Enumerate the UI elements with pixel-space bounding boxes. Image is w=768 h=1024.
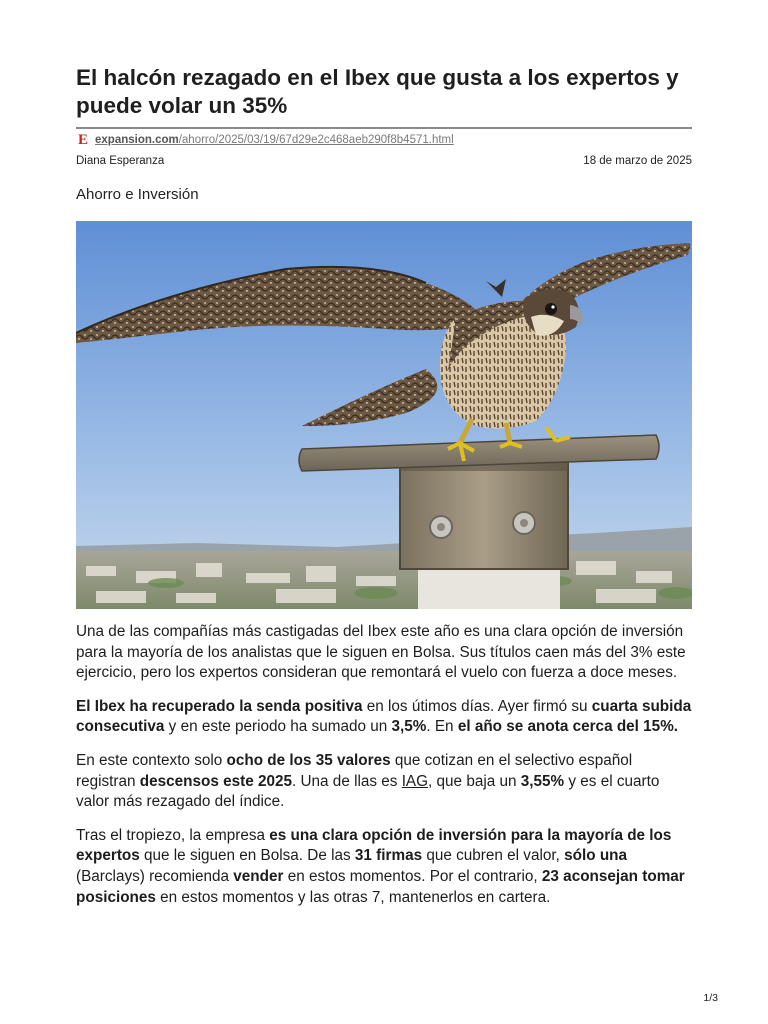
- article-paragraph: [76, 697, 692, 738]
- article-title: El halcón rezagado en el Ibex que gusta a los expertos y puede volar un 35%: [76, 65, 679, 118]
- bold-text: descensos este 2025: [139, 772, 292, 790]
- bold-text: El Ibex ha recuperado la senda positiva: [76, 697, 363, 715]
- page-number: 1/3: [703, 992, 718, 1004]
- text-run: . En: [426, 718, 458, 736]
- text-run: y es el cuarto valor más rezagado del índice.: [76, 772, 660, 811]
- title-divider: [76, 127, 692, 129]
- inline-link[interactable]: IAG: [401, 772, 429, 790]
- text-run: que cubren el valor,: [422, 847, 565, 865]
- text-run: En este contexto solo: [76, 751, 227, 769]
- falcon-photo: [76, 221, 692, 609]
- bold-text: sólo una: [564, 847, 628, 865]
- article-body: [76, 622, 692, 921]
- article-paragraph: [76, 622, 692, 684]
- text-run: y en este periodo ha sumado un: [164, 718, 392, 736]
- text-run: Tras el tropiezo, la empresa: [76, 826, 270, 844]
- text-run: , que baja un: [428, 772, 521, 790]
- text-run: en estos momentos y las otras 7, mantenerlos en cartera.: [155, 888, 551, 906]
- bold-text: es una clara opción de inversión para la mayoría de los expertos: [76, 826, 672, 865]
- source-path: /ahorro/2025/03/19/67d29e2c468aeb290f8b4571.html: [178, 134, 454, 146]
- text-run: que le siguen en Bolsa. De las: [139, 847, 355, 865]
- bold-text: el año se anota cerca del 15%.: [457, 718, 679, 736]
- bold-text: 3,5%: [391, 718, 427, 736]
- bold-text: 31 firmas: [354, 847, 423, 865]
- bold-text: vender: [233, 867, 284, 885]
- bold-text: 3,55%: [520, 772, 565, 790]
- text-run: en los útimos días. Ayer firmó su: [362, 697, 592, 715]
- bold-text: ocho de los 35 valores: [226, 751, 391, 769]
- bold-text: cuarta subida consecutiva: [76, 697, 692, 736]
- text-run: . Una de llas es: [292, 772, 402, 790]
- source-domain: expansion.com: [95, 134, 179, 146]
- text-run: en estos momentos. Por el contrario,: [283, 867, 542, 885]
- source-line: [76, 131, 454, 149]
- text-run: Una de las compañías más castigadas del Ibex este año es una clara opción de inversión para la mayoría de los analistas que le siguen en Bolsa. Sus títulos caen más del 3% este ejercicio, pero los expertos consideran que remontará el vuelo con fuerza a doce meses.: [76, 623, 686, 682]
- text-run: (Barclays) recomienda: [76, 867, 234, 885]
- bold-text: 23 aconsejan tomar posiciones: [76, 867, 685, 906]
- article-paragraph: [76, 751, 692, 813]
- article-paragraph: [76, 826, 692, 908]
- source-link[interactable]: [95, 134, 454, 146]
- author: Diana Esperanza: [76, 155, 165, 167]
- section-label: Ahorro e Inversión: [76, 186, 199, 203]
- text-run: que cotizan en el selectivo español registran: [76, 751, 633, 790]
- hero-image: [76, 221, 692, 609]
- expansion-logo-icon: E: [77, 131, 88, 148]
- publish-date: 18 de marzo de 2025: [583, 155, 692, 167]
